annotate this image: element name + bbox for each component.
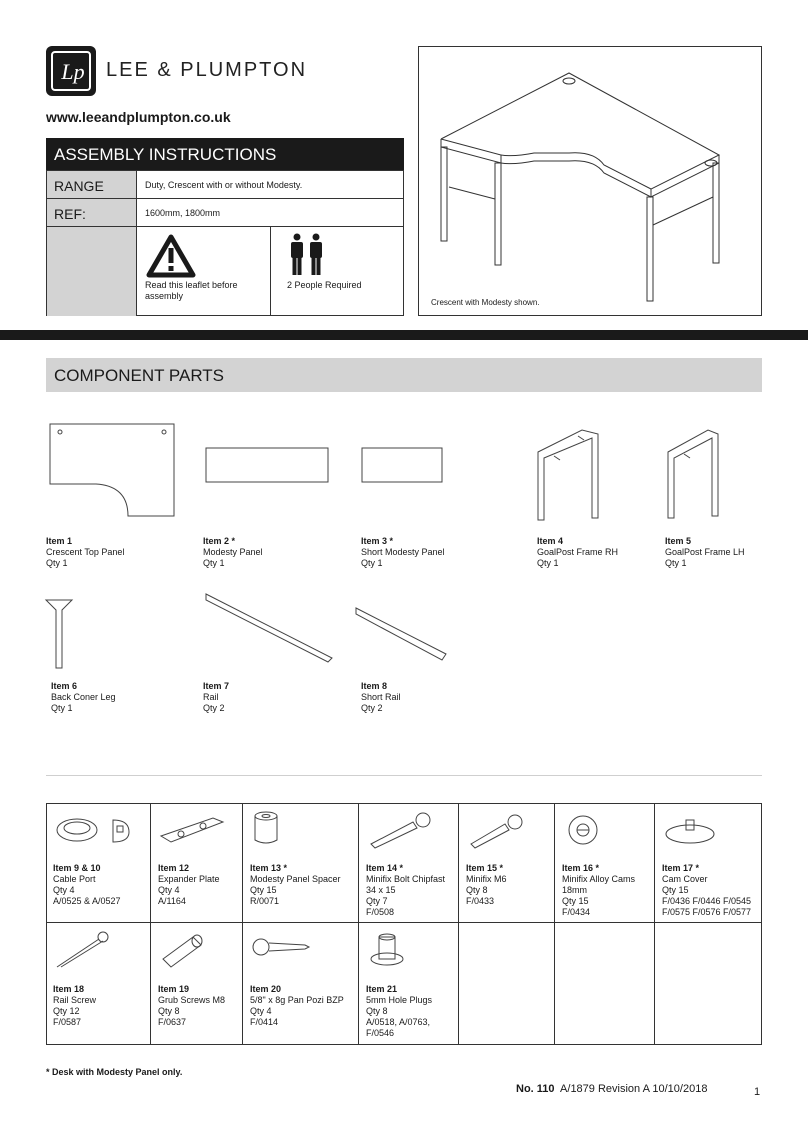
two-people-icon (287, 233, 327, 277)
people-text: 2 People Required (287, 280, 362, 290)
back-corner-leg-drawing (44, 596, 74, 672)
hardware-cell-20: Item 20 5/8" x 8g Pan Pozi BZP Qty 4 F/0414 (243, 923, 359, 1044)
warning-triangle-icon (145, 233, 197, 279)
component-item-5: Item 5 GoalPost Frame LH Qty 1 (665, 536, 745, 568)
ref-label: REF: (47, 199, 137, 226)
hardware-cell-18: Item 18 Rail Screw Qty 12 F/0587 (47, 923, 151, 1044)
short-modesty-panel-drawing (360, 444, 446, 486)
range-label: RANGE (47, 171, 137, 198)
component-item-2: Item 2 * Modesty Panel Qty 1 (203, 536, 263, 568)
goalpost-frame-rh-drawing (532, 422, 604, 522)
pan-pozi-screw-icon (249, 929, 313, 965)
component-item-6: Item 6 Back Coner Leg Qty 1 (51, 681, 116, 713)
warning-label-cell (47, 227, 137, 316)
spacer-icon (251, 810, 281, 848)
range-row (47, 171, 403, 199)
brand-name: LEE & PLUMPTON (106, 59, 308, 81)
rail-drawing (204, 590, 336, 666)
alloy-cam-icon (563, 810, 603, 850)
component-item-4: Item 4 GoalPost Frame RH Qty 1 (537, 536, 619, 568)
component-item-8: Item 8 Short Rail Qty 2 (361, 681, 401, 713)
hardware-cell-12: Item 12 Expander Plate Qty 4 A/1164 (151, 804, 243, 923)
rail-screw-icon (53, 929, 113, 969)
hardware-cell-13: Item 13 * Modesty Panel Spacer Qty 15 R/0071 (243, 804, 359, 923)
hardware-cell-empty-1 (459, 923, 555, 1044)
section-divider (0, 330, 808, 340)
hardware-cell-19: Item 19 Grub Screws M8 Qty 8 F/0637 (151, 923, 243, 1044)
ref-row (47, 199, 403, 227)
ref-value: 1600mm, 1800mm (145, 208, 221, 218)
hardware-grid (46, 803, 762, 1045)
minifix-m6-icon (465, 810, 527, 850)
logo-mark: Lp (61, 59, 85, 84)
desk-caption: Crescent with Modesty shown. (431, 298, 540, 307)
short-rail-drawing (354, 604, 450, 664)
horizontal-rule (46, 775, 762, 776)
warning-text: Read this leaflet before assembly (145, 280, 238, 301)
desk-illustration (418, 46, 762, 316)
range-value: Duty, Crescent with or without Modesty. (145, 180, 303, 190)
hardware-cell-16: Item 16 * Minifix Alloy Cams 18mm Qty 15 F/0434 (555, 804, 655, 923)
people-cell (271, 227, 403, 316)
warning-cell (137, 227, 271, 316)
component-item-7: Item 7 Rail Qty 2 (203, 681, 230, 713)
hardware-cell-14: Item 14 * Minifix Bolt Chipfast 34 x 15 Qty 7 F/0508 (359, 804, 459, 923)
page-number: 1 (754, 1086, 761, 1098)
crescent-desk-drawing (419, 47, 761, 315)
cable-port-icon (53, 812, 137, 846)
minifix-bolt-icon (365, 810, 435, 850)
website-link[interactable]: www.leeandplumpton.co.uk (46, 109, 231, 125)
component-parts-title: COMPONENT PARTS (46, 358, 762, 392)
goalpost-frame-lh-drawing (664, 422, 724, 522)
component-item-1: Item 1 Crescent Top Panel Qty 1 (46, 536, 125, 568)
document-number: No. 110 A/1879 Revision A 10/10/2018 (516, 1083, 708, 1095)
footnote: * Desk with Modesty Panel only. (46, 1067, 183, 1077)
assembly-table (46, 170, 404, 316)
hardware-cell-empty-2 (555, 923, 655, 1044)
hardware-cell-17: Item 17 * Cam Cover Qty 15 F/0436 F/0446 F/0545 F/0575 F/0576 F/0577 (655, 804, 761, 923)
cam-cover-icon (663, 812, 717, 846)
grub-screw-icon (157, 929, 209, 969)
hole-plug-icon (367, 929, 407, 969)
component-item-3: Item 3 * Short Modesty Panel Qty 1 (361, 536, 445, 568)
expander-plate-icon (157, 814, 227, 844)
hardware-cell-15: Item 15 * Minifix M6 Qty 8 F/0433 (459, 804, 555, 923)
crescent-top-panel-drawing (46, 420, 186, 520)
hardware-cell-9-10: Item 9 & 10 Cable Port Qty 4 A/0525 & A/0527 (47, 804, 151, 923)
modesty-panel-drawing (204, 444, 334, 486)
hardware-cell-21: Item 21 5mm Hole Plugs Qty 8 A/0518, A/0763, F/0546 (359, 923, 459, 1044)
brand-logo (46, 46, 96, 96)
assembly-title: ASSEMBLY INSTRUCTIONS (46, 138, 404, 170)
